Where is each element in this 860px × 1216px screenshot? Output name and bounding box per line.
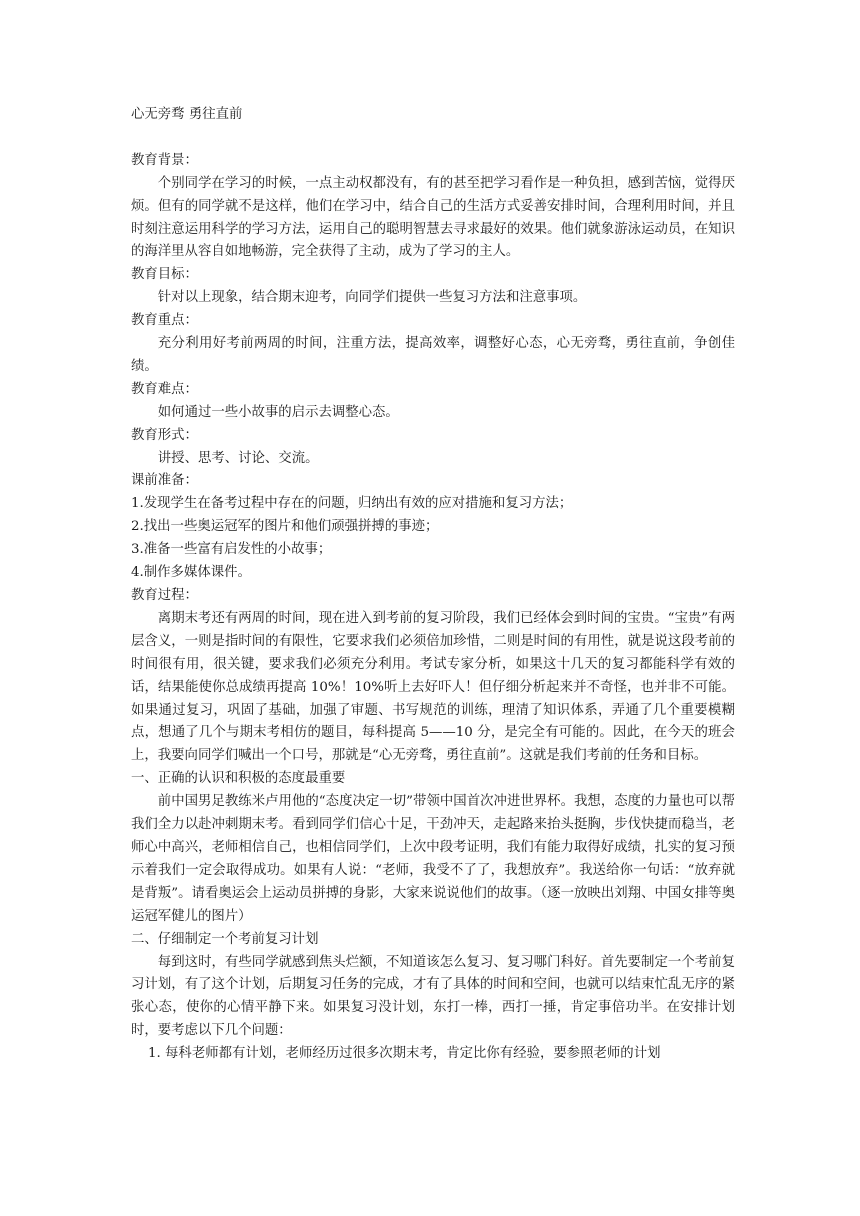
process-paragraph: 离期末考还有两周的时间，现在进入到考前的复习阶段，我们已经体会到时间的宝贵。“宝贵”有两层含义，一则是指时间的有限性，它要求我们必须倍加珍惜，二则是时间的有用性，就是说这段考前的时间很有用，很关键，要求我们必须充分利用。考试专家分析，如果这十几天的复习都能科学有效的话，结果能使你总成绩再提高 10%！10%听上去好吓人！但仔细分析起来并不奇怪，也并非不可能。如果通过复习，巩固了基础，加强了审题、书写规范的训练，理清了知识体系，弄通了几个重要模糊点，想通了几个与期末考相仿的题目，每科提高 5——10 分，是完全有可能的。因此，在今天的班会上，我要向同学们喊出一个口号，那就是“心无旁骛，勇往直前”。这就是我们考前的任务和目标。	[131, 610, 735, 764]
process-heading: 教育过程：	[131, 588, 198, 604]
prep-list-item: 1.发现学生在备考过程中存在的问题，归纳出有效的应对措施和复习方法；	[131, 496, 573, 512]
goal-paragraph: 针对以上现象，结合期末迎考，向同学们提供一些复习方法和注意事项。	[157, 290, 587, 306]
section-heading: 一、正确的认识和积极的态度最重要	[131, 771, 346, 787]
form-heading: 教育形式：	[131, 427, 198, 443]
background-heading: 教育背景：	[131, 152, 198, 168]
section-heading: 二、仔细制定一个考前复习计划	[131, 931, 319, 947]
focus-paragraph: 充分利用好考前两周的时间，注重方法，提高效率，调整好心态，心无旁骛，勇往直前，争创佳绩。	[131, 336, 735, 374]
document-title: 心无旁骛 勇往直前	[131, 107, 243, 122]
plan-list-item: 1. 每科老师都有计划，老师经历过很多次期末考，肯定比你有经验，要参照老师的计划	[148, 1046, 661, 1062]
prep-list-item: 3.准备一些富有启发性的小故事；	[131, 542, 332, 558]
prep-list-item: 2.找出一些奥运冠军的图片和他们顽强拼搏的事迹；	[131, 519, 439, 535]
difficulty-heading: 教育难点：	[131, 381, 198, 397]
form-paragraph: 讲授、思考、讨论、交流。	[157, 450, 319, 466]
background-paragraph: 个别同学在学习的时候，一点主动权都没有，有的甚至把学习看作是一种负担，感到苦恼，觉得厌烦。但有的同学就不是这样，他们在学习中，结合自己的生活方式妥善安排时间，合理利用时间，并且时刻注意运用科学的学习方法，运用自己的聪明智慧去寻求最好的效果。他们就象游泳运动员，在知识的海洋里从容自如地畅游，完全获得了主动，成为了学习的主人。	[131, 175, 735, 260]
focus-heading: 教育重点：	[131, 313, 198, 329]
goal-heading: 教育目标：	[131, 267, 198, 283]
difficulty-paragraph: 如何通过一些小故事的启示去调整心态。	[157, 404, 399, 420]
prep-heading: 课前准备：	[131, 473, 198, 489]
section-paragraph: 前中国男足教练米卢用他的“态度决定一切”带领中国首次冲进世界杯。我想，态度的力量也可以帮我们全力以赴冲刺期末考。看到同学们信心十足，干劲冲天，走起路来抬头挺胸，步伐快捷而稳当，老师心中高兴，老师相信自己，也相信同学们，上次中段考证明，我们有能力取得好成绩，扎实的复习预示着我们一定会取得成功。如果有人说：“老师，我受不了了，我想放弃”。我送给你一句话：“放弃就是背叛”。请看奥运会上运动员拼搏的身影，大家来说说他们的故事。（逐一放映出刘翔、中国女排等奥运冠军健儿的图片）	[131, 794, 735, 924]
document-page	[131, 104, 735, 1066]
section-paragraph: 每到这时，有些同学就感到焦头烂额，不知道该怎么复习、复习哪门科好。首先要制定一个考前复习计划，有了这个计划，后期复习任务的完成，才有了具体的时间和空间，也就可以结束忙乱无序的紧张心态，使你的心情平静下来。如果复习没计划，东打一棒，西打一捶，肯定事倍功半。在安排计划时，要考虑以下几个问题：	[131, 954, 735, 1039]
prep-list-item: 4.制作多媒体课件。	[131, 565, 251, 581]
